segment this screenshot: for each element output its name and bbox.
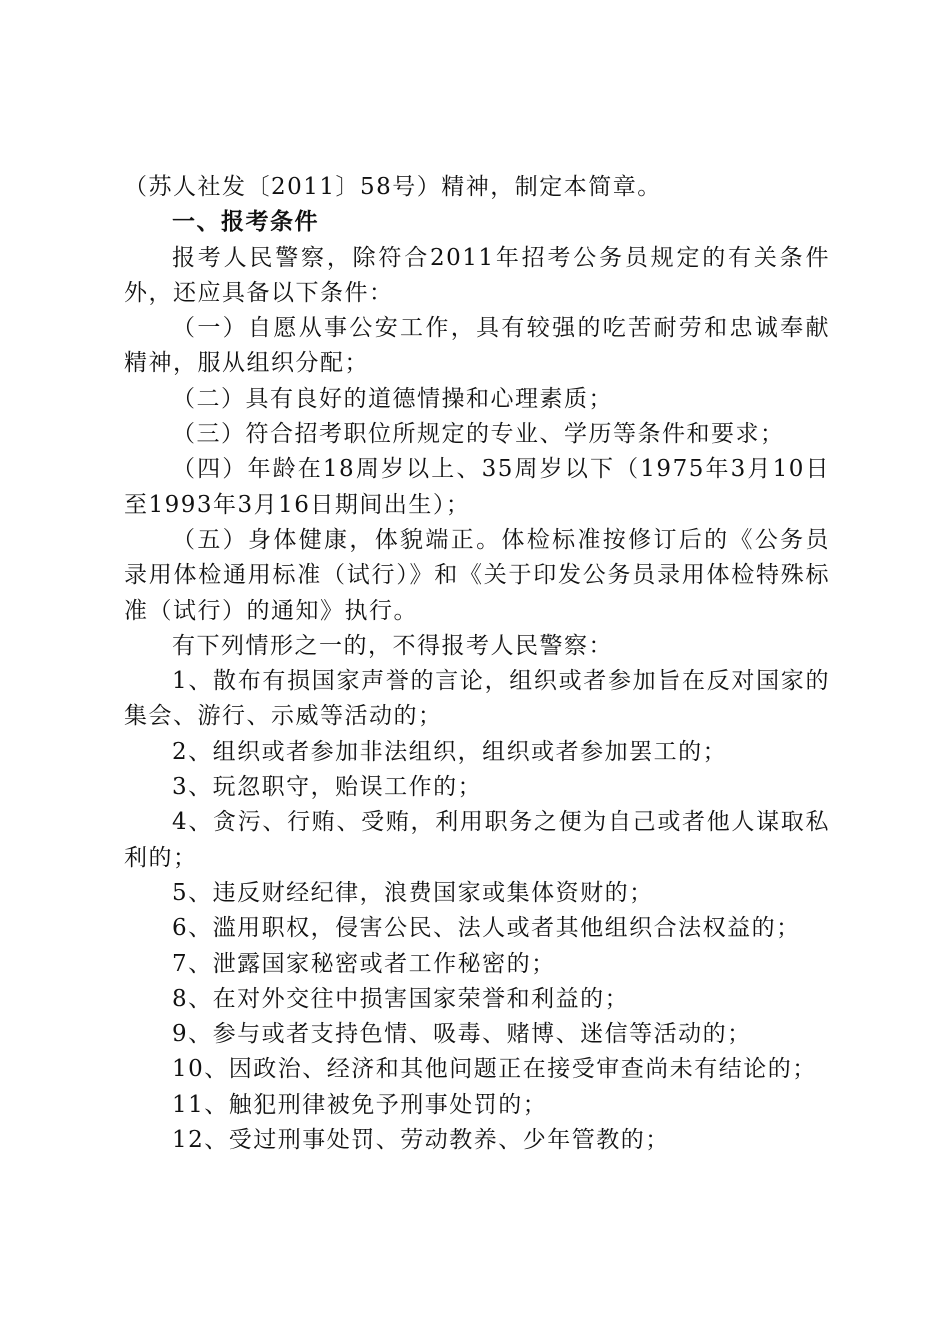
exclusion-item: 2、组织或者参加非法组织，组织或者参加罢工的； (172, 738, 728, 765)
exclusion-item: 10、因政治、经济和其他问题正在接受审查尚未有结论的； (172, 1056, 817, 1083)
exclusion-item: 3、玩忽职守，贻误工作的； (172, 774, 483, 801)
section-heading: 一、报考条件 (172, 209, 319, 236)
exclusion-item: 5、违反财经纪律，浪费国家或集体资财的； (172, 879, 654, 906)
exclusion-item: 9、参与或者支持色情、吸毒、赌博、迷信等活动的； (172, 1021, 752, 1048)
requirements-intro-paragraph: 报考人民警察，除符合2011年招考公务员规定的有关条件外，还应具备以下条件： (124, 244, 830, 306)
exclusion-item: 6、滥用职权，侵害公民、法人或者其他组织合法权益的； (172, 915, 801, 942)
exclusion-item: 4、贪污、行贿、受贿，利用职务之便为自己或者他人谋取私利的； (124, 809, 830, 871)
condition-item: （一）自愿从事公安工作，具有较强的吃苦耐劳和忠诚奉献精神，服从组织分配； (124, 315, 830, 377)
exclusion-item: 12、受过刑事处罚、劳动教养、少年管教的； (172, 1127, 670, 1154)
condition-item: （三）符合招考职位所规定的专业、学历等条件和要求； (172, 421, 785, 448)
exclusions-intro-paragraph: 有下列情形之一的，不得报考人民警察： (172, 632, 613, 659)
exclusion-item: 8、在对外交往中损害国家荣誉和利益的； (172, 985, 630, 1012)
intro-tail-paragraph: （苏人社发〔2011〕58号）精神，制定本简章。 (124, 174, 662, 200)
condition-item: （五）身体健康，体貌端正。体检标准按修订后的《公务员录用体检通用标准（试行）》和《关于印发公务员录用体检特殊标准（试行）的通知》执行。 (124, 526, 830, 624)
condition-item: （二）具有良好的道德情操和心理素质； (172, 385, 613, 412)
document-body (124, 170, 830, 1158)
exclusion-item: 7、泄露国家秘密或者工作秘密的； (172, 950, 556, 977)
exclusion-item: 11、触犯刑律被免予刑事处罚的； (172, 1091, 548, 1118)
condition-item: （四）年龄在18周岁以上、35周岁以下（1975年3月10日至1993年3月16日期间出生）； (124, 456, 830, 518)
exclusion-item: 1、散布有损国家声誉的言论，组织或者参加旨在反对国家的集会、游行、示威等活动的； (124, 668, 830, 730)
